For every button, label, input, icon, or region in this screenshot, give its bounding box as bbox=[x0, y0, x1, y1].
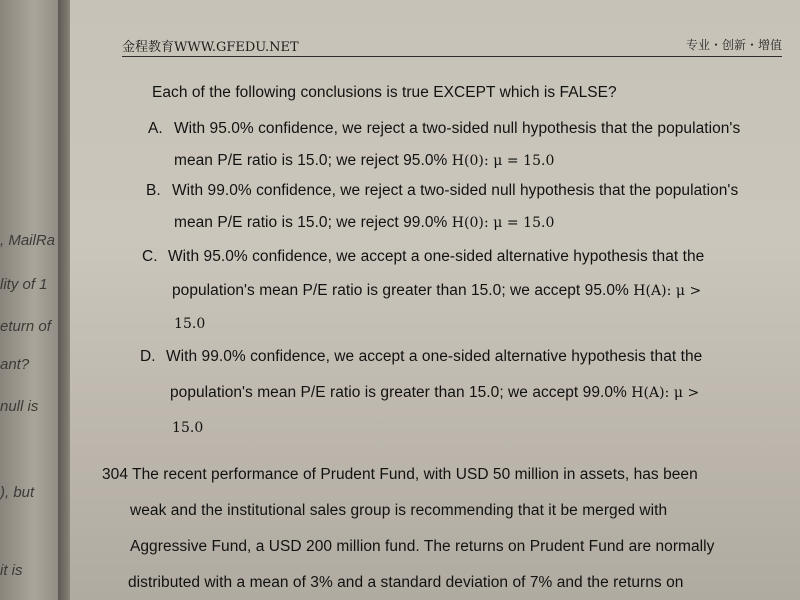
option-c-text: With 95.0% confidence, we accept a one-sided alternative hypothesis that the bbox=[168, 248, 705, 265]
left-page-edge bbox=[0, 0, 62, 600]
option-a-letter: A. bbox=[148, 120, 163, 137]
option-d-letter: D. bbox=[140, 348, 156, 365]
option-c-letter: C. bbox=[142, 248, 158, 265]
option-c-math: H(A): μ > bbox=[633, 283, 702, 299]
question-stem: Each of the following conclusions is true EXCEPT which is FALSE? bbox=[152, 84, 617, 101]
next-question-line: 304 The recent performance of Prudent Fund, with USD 50 million in assets, has been bbox=[102, 466, 698, 483]
option-b-line1 bbox=[146, 182, 738, 200]
next-question-line: weak and the institutional sales group is recommending that it be merged with bbox=[130, 502, 668, 519]
option-d-math: H(A): μ > bbox=[631, 385, 700, 401]
left-page-fragment: ant? bbox=[0, 356, 30, 373]
header-site: 金程教育WWW.GFEDU.NET bbox=[122, 40, 299, 55]
document-page bbox=[70, 0, 800, 600]
header-slogan: 专业・创新・增值 bbox=[685, 38, 782, 52]
page-header bbox=[122, 32, 782, 57]
option-d-text2: population's mean P/E ratio is greater than 15.0; we accept 99.0% bbox=[170, 384, 627, 401]
option-b-letter: B. bbox=[146, 182, 161, 199]
option-a-text: With 95.0% confidence, we reject a two-sided null hypothesis that the population's bbox=[174, 120, 741, 137]
left-page-fragment: eturn of bbox=[0, 318, 51, 335]
option-d-line1 bbox=[140, 348, 702, 366]
left-page-fragment: lity of 1 bbox=[0, 276, 48, 293]
option-d-line3: 15.0 bbox=[172, 420, 204, 436]
option-a-text2: mean P/E ratio is 15.0; we reject 95.0% bbox=[174, 152, 448, 169]
option-b-text: With 99.0% confidence, we reject a two-sided null hypothesis that the population's bbox=[172, 182, 739, 199]
option-b-line2 bbox=[174, 214, 555, 232]
option-d-text: With 99.0% confidence, we accept a one-sided alternative hypothesis that the bbox=[166, 348, 703, 365]
option-c-line2 bbox=[172, 282, 701, 300]
option-c-line1 bbox=[142, 248, 704, 266]
left-page-fragment: , MailRa bbox=[0, 232, 56, 249]
option-b-math: H(0): μ = 15.0 bbox=[451, 215, 555, 231]
option-a-line2 bbox=[174, 152, 555, 170]
option-a-line1 bbox=[148, 120, 740, 138]
next-question-line: distributed with a mean of 3% and a standard deviation of 7% and the returns on bbox=[128, 574, 684, 591]
left-page-fragment: ), but bbox=[0, 484, 35, 501]
next-question-line: Aggressive Fund, a USD 200 million fund. The returns on Prudent Fund are normally bbox=[130, 538, 715, 555]
left-page-fragment: it is bbox=[0, 562, 23, 579]
left-page-fragment: null is bbox=[0, 398, 39, 415]
option-c-text2: population's mean P/E ratio is greater than 15.0; we accept 95.0% bbox=[172, 282, 629, 299]
option-a-math: H(0): μ = 15.0 bbox=[451, 153, 555, 169]
option-b-text2: mean P/E ratio is 15.0; we reject 99.0% bbox=[174, 214, 448, 231]
option-c-line3: 15.0 bbox=[174, 316, 206, 332]
option-d-line2 bbox=[170, 384, 699, 402]
